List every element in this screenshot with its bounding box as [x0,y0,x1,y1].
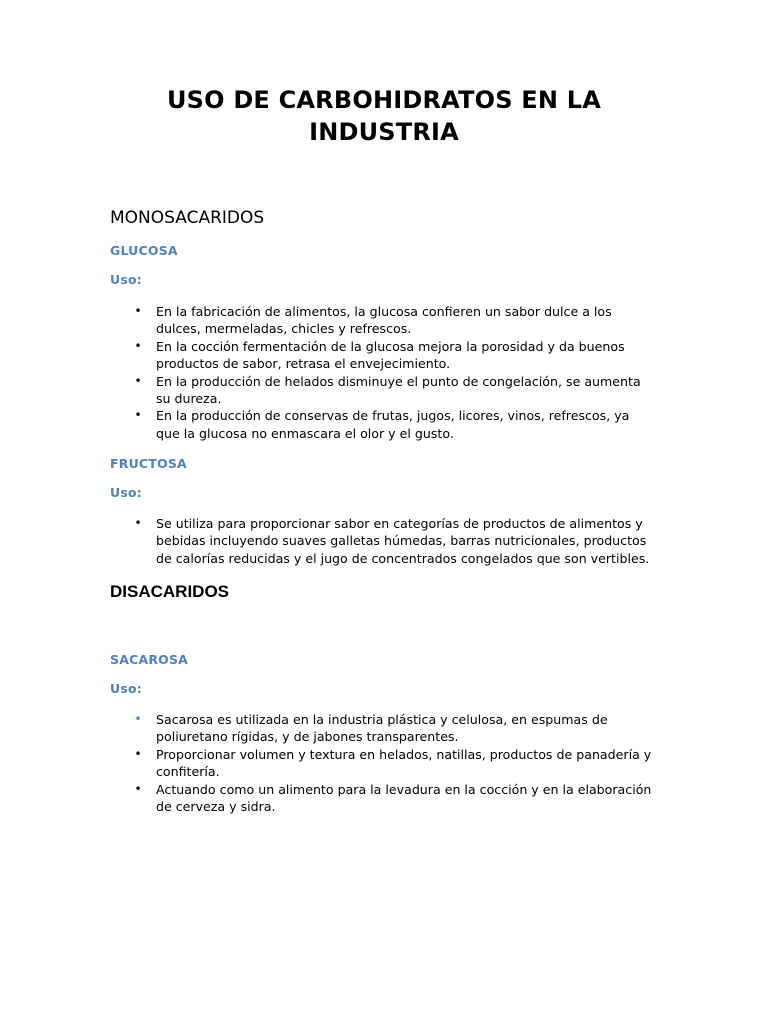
page-title: USO DE CARBOHIDRATOS EN LA INDUSTRIA [166,86,601,146]
bullet-icon: • [134,373,142,388]
bullet-icon: • [134,781,142,796]
list-item: • En la fabricación de alimentos, la glucosa confieren un sabor dulce a los dulces, mermeladas, chicles y refrescos. [134,304,612,337]
list-item: • Se utiliza para proporcionar sabor en categorías de productos de alimentos y bebidas incluyendo suaves galletas húmedas, barras nutricionales, productos de calorías reducidas y el jugo de concentrados congelados que son vertibles. [134,516,650,566]
list-item: • En la producción de conservas de frutas, jugos, licores, vinos, refrescos, ya que la glucosa no enmascara el olor y el gusto. [134,408,630,441]
bullet-icon: • [134,338,142,353]
subheading-fructosa: FRUCTOSA [110,456,187,471]
bullet-icon: • [134,746,142,761]
section-heading-monosacaridos: MONOSACARIDOS [110,208,265,228]
bullet-icon: • [134,712,142,726]
uso-label-glucosa: Uso: [110,272,142,287]
subheading-sacarosa: SACAROSA [110,652,189,667]
bullet-icon: • [134,408,142,423]
subheading-glucosa: GLUCOSA [110,243,178,258]
list-item: • Proporcionar volumen y textura en helados, natillas, productos de panadería y confitería. [134,746,652,780]
list-item: • En la producción de helados disminuye el punto de congelación, se aumenta su dureza. [134,373,641,407]
bullet-icon: • [134,516,142,530]
section-heading-disacaridos: DISACARIDOS [110,582,230,601]
bullet-list-glucosa [110,303,655,442]
bullet-list-fructosa [110,515,655,567]
bullet-icon: • [134,304,142,318]
uso-label-fructosa: Uso: [110,485,142,500]
uso-label-sacarosa: Uso: [110,681,142,696]
bullet-list-sacarosa [110,711,655,815]
list-item: • Actuando como un alimento para la levadura en la cocción y en la elaboración de cerveza y sidra. [134,781,652,815]
list-item: • En la cocción fermentación de la glucosa mejora la porosidad y da buenos productos de sabor, retrasa el envejecimiento. [134,338,625,372]
list-item: • Sacarosa es utilizada en la industria plástica y celulosa, en espumas de poliuretano rígidas, y de jabones transparentes. [134,712,608,745]
